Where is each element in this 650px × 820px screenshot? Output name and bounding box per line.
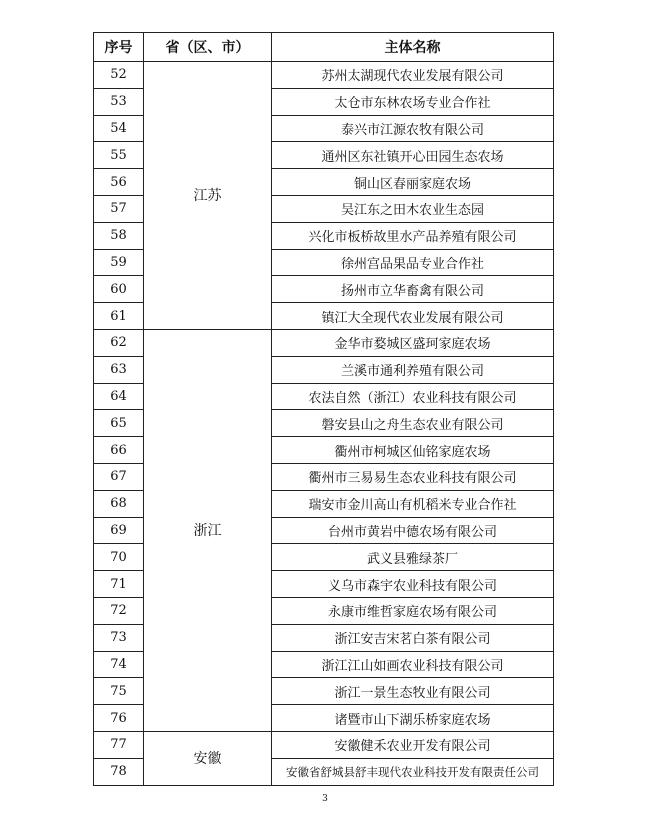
entity-name-cell: 浙江一景生态牧业有限公司: [272, 678, 554, 705]
entity-name-cell: 瑞安市金川高山有机稻米专业合作社: [272, 490, 554, 517]
serial-number-cell: 77: [94, 731, 144, 758]
header-serial-number: 序号: [94, 33, 144, 62]
entity-name-cell: 武义县雅绿茶厂: [272, 544, 554, 571]
entity-name-cell: 诸暨市山下湖乐桥家庭农场: [272, 705, 554, 732]
table-row: [94, 62, 554, 89]
serial-number-cell: 58: [94, 222, 144, 249]
entity-name-cell: 吴江东之田木农业生态园: [272, 195, 554, 222]
entity-name-cell: 泰兴市江源农牧有限公司: [272, 115, 554, 142]
serial-number-cell: 57: [94, 195, 144, 222]
serial-number-cell: 68: [94, 490, 144, 517]
serial-number-cell: 75: [94, 678, 144, 705]
serial-number-cell: 73: [94, 624, 144, 651]
entity-name-cell: 浙江安吉宋茗白茶有限公司: [272, 624, 554, 651]
entity-name-cell: 衢州市三易易生态农业科技有限公司: [272, 463, 554, 490]
entity-name-cell: 永康市维哲家庭农场有限公司: [272, 597, 554, 624]
entity-name-cell: 通州区东社镇开心田园生态农场: [272, 142, 554, 169]
serial-number-cell: 53: [94, 88, 144, 115]
entity-name-cell: 义乌市森宇农业科技有限公司: [272, 571, 554, 598]
entity-name-cell: 镇江大全现代农业发展有限公司: [272, 303, 554, 330]
serial-number-cell: 60: [94, 276, 144, 303]
entity-name-cell: 衢州市柯城区仙铭家庭农场: [272, 437, 554, 464]
province-cell: 安徽: [144, 731, 272, 785]
entity-name-cell: 兰溪市通利养殖有限公司: [272, 356, 554, 383]
entity-name-cell: 浙江江山如画农业科技有限公司: [272, 651, 554, 678]
serial-number-cell: 56: [94, 169, 144, 196]
serial-number-cell: 67: [94, 463, 144, 490]
serial-number-cell: 66: [94, 437, 144, 464]
table-header-row: [94, 33, 554, 62]
serial-number-cell: 61: [94, 303, 144, 330]
header-entity-name: 主体名称: [272, 33, 554, 62]
entity-name-cell: 安徽省舒城县舒丰现代农业科技开发有限责任公司: [272, 758, 554, 785]
table-row: [94, 731, 554, 758]
serial-number-cell: 69: [94, 517, 144, 544]
serial-number-cell: 76: [94, 705, 144, 732]
entity-list-table: [93, 32, 554, 786]
entity-name-cell: 安徽健禾农业开发有限公司: [272, 731, 554, 758]
serial-number-cell: 71: [94, 571, 144, 598]
serial-number-cell: 55: [94, 142, 144, 169]
entity-name-cell: 太仓市东林农场专业合作社: [272, 88, 554, 115]
entity-name-cell: 农法自然（浙江）农业科技有限公司: [272, 383, 554, 410]
serial-number-cell: 59: [94, 249, 144, 276]
serial-number-cell: 78: [94, 758, 144, 785]
entity-name-cell: 金华市婺城区盛珂家庭农场: [272, 329, 554, 356]
serial-number-cell: 52: [94, 62, 144, 89]
header-province: 省（区、市）: [144, 33, 272, 62]
entity-name-cell: 徐州宫品果品专业合作社: [272, 249, 554, 276]
table-row: [94, 329, 554, 356]
entity-name-cell: 苏州太湖现代农业发展有限公司: [272, 62, 554, 89]
entity-name-cell: 磐安县山之舟生态农业有限公司: [272, 410, 554, 437]
serial-number-cell: 54: [94, 115, 144, 142]
serial-number-cell: 65: [94, 410, 144, 437]
entity-name-cell: 台州市黄岩中德农场有限公司: [272, 517, 554, 544]
page-number: 3: [322, 794, 328, 804]
serial-number-cell: 62: [94, 329, 144, 356]
serial-number-cell: 74: [94, 651, 144, 678]
serial-number-cell: 70: [94, 544, 144, 571]
table-body: [94, 62, 554, 786]
entity-name-cell: 兴化市板桥故里水产品养殖有限公司: [272, 222, 554, 249]
serial-number-cell: 64: [94, 383, 144, 410]
serial-number-cell: 72: [94, 597, 144, 624]
entity-name-cell: 铜山区春丽家庭农场: [272, 169, 554, 196]
serial-number-cell: 63: [94, 356, 144, 383]
entity-name-cell: 扬州市立华畜禽有限公司: [272, 276, 554, 303]
province-cell: 浙江: [144, 329, 272, 731]
province-cell: 江苏: [144, 62, 272, 330]
